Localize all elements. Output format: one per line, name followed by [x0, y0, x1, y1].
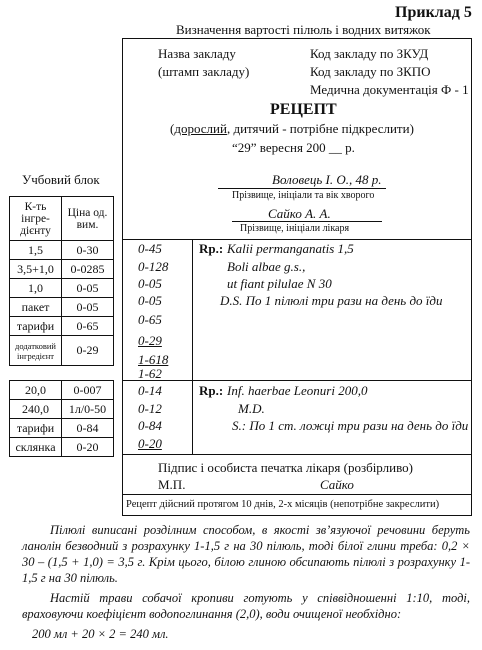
table-cell: тарифи — [10, 317, 62, 336]
code-zkpo: Код закладу по ЗКПО — [310, 64, 431, 79]
rx2-line: S.: По 1 ст. ложці три рази на день до їди — [232, 418, 469, 433]
price-code: 1-62 — [138, 366, 162, 381]
table-cell: пакет — [10, 298, 62, 317]
table-cell: склянка — [10, 438, 62, 457]
table-cell: 240,0 — [10, 400, 62, 419]
example-label: Приклад 5 — [395, 4, 472, 21]
table-cell: 0-84 — [62, 419, 114, 438]
code-zkud: Код закладу по ЗКУД — [310, 46, 429, 61]
price-code: 0-05 — [138, 276, 162, 291]
price-code: 0-29 — [138, 333, 162, 348]
rx-divider — [192, 239, 193, 454]
patient-name: Воловець І. О., 48 р. — [272, 172, 382, 187]
rx-bottom-line — [122, 454, 472, 455]
age-group-selected: дорослий — [174, 121, 227, 136]
rx2-line: Inf. haerbae Leonuri 200,0 — [227, 383, 368, 398]
patient-line — [218, 188, 386, 189]
price-code: 0-20 — [138, 436, 162, 451]
doctor-caption: Прізвище, ініціали лікаря — [240, 223, 350, 234]
table-cell: 0-0285 — [62, 260, 114, 279]
price-code: 0-12 — [138, 401, 162, 416]
rx1-line: D.S. По 1 пілюлі три рази на день до їди — [220, 293, 443, 308]
medical-doc: Медична документація Ф - 1 — [310, 82, 469, 97]
table-cell: 1,0 — [10, 279, 62, 298]
doctor-name: Сайко А. А. — [268, 206, 331, 221]
price-code: 0-65 — [138, 312, 162, 327]
study-table-a — [9, 196, 114, 366]
header-quantity: К-ть інгре-дієнту — [10, 197, 62, 241]
recipe-title: РЕЦЕПТ — [270, 101, 337, 118]
doctor-signature: Сайко — [320, 477, 354, 492]
rx2-rp: Rp.: — [199, 383, 224, 398]
table-cell: 0-29 — [62, 336, 114, 366]
rx1-rp: Rp.: — [199, 241, 224, 256]
table-cell: 0-65 — [62, 317, 114, 336]
price-code: 0-128 — [138, 259, 169, 274]
table-cell: додатковий інгредієнт — [10, 336, 62, 366]
validity-line — [122, 494, 472, 495]
doc-title: Визначення вартості пілюль і водних витяжок — [176, 22, 431, 37]
table-cell: 0-05 — [62, 298, 114, 317]
table-cell: 20,0 — [10, 381, 62, 400]
rx1-line: Boli albae g.s., — [227, 259, 306, 274]
stamp-mp: М.П. — [158, 477, 186, 492]
rx-middle-line — [122, 380, 472, 381]
table-cell: тарифи — [10, 419, 62, 438]
patient-caption: Прізвище, ініціали та вік хворого — [232, 190, 375, 201]
explanation-paragraph: Настій трави собачої кропиви готують у співвідношенні 1:10, тоді, враховуючи коефіцієнт водопоглинання (2,0), води очищеної необхідно: — [22, 591, 470, 621]
table-cell: 1л/0-50 — [62, 400, 114, 419]
price-code: 0-05 — [138, 293, 162, 308]
table-cell: 0-20 — [62, 438, 114, 457]
calculation-line: 200 мл + 20 × 2 = 240 мл. — [32, 627, 169, 641]
institution-stamp: (штамп закладу) — [158, 64, 250, 79]
rx2-line: M.D. — [238, 401, 265, 416]
rx1-line: Kalii permanganatis 1,5 — [227, 241, 354, 256]
age-group: (дорослий, дитячий - потрібне підкреслити) — [170, 121, 414, 136]
explanation-paragraph: Пілюлі виписані розділним способом, в якості зв’язуючої речовини беруть ланолін безводний з розрахунку 1-1,5 г на 30 пілюль, тоді білої глини треба: 0,2 × 30 – (1,5 + 1,0) = 3,5 г. Крім цього, білою глиною обсипають пілюлі з розрахунку 1-1,5 г на 30 пілюль. — [22, 523, 470, 585]
header-price: Ціна од. вим. — [62, 197, 114, 241]
institution-name: Назва закладу — [158, 46, 236, 61]
rx-top-line — [122, 239, 472, 240]
signature-label: Підпис і особиста печатка лікаря (розбірливо) — [158, 460, 413, 475]
study-block-title: Учбовий блок — [22, 172, 100, 187]
study-table-b — [9, 380, 114, 457]
price-code: 0-45 — [138, 241, 162, 256]
rx1-line: ut fiant pilulae N 30 — [227, 276, 332, 291]
price-code: 1-618 — [138, 352, 169, 367]
price-code: 0-84 — [138, 418, 162, 433]
table-cell: 0-05 — [62, 279, 114, 298]
recipe-date: “29” вересня 200 __ р. — [232, 140, 355, 155]
table-cell: 0-30 — [62, 241, 114, 260]
table-cell: 0-007 — [62, 381, 114, 400]
price-code: 0-14 — [138, 383, 162, 398]
table-cell: 1,5 — [10, 241, 62, 260]
doctor-line — [232, 221, 382, 222]
validity-note: Рецепт дійсний протягом 10 днів, 2-х місяців (непотрібне закреслити) — [126, 499, 440, 510]
table-cell: 3,5+1,0 — [10, 260, 62, 279]
